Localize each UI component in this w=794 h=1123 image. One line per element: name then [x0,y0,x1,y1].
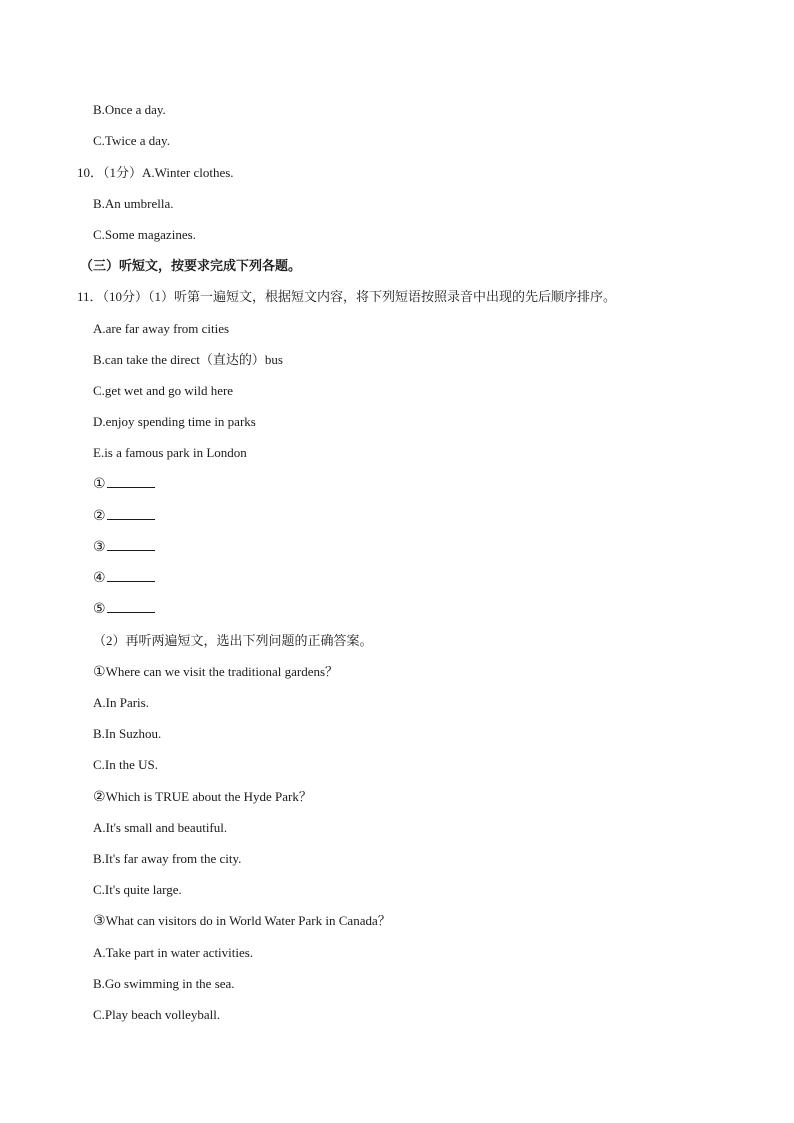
blank-marker: ③ [93,539,106,555]
sub-question-3 [93,913,391,929]
sq1-option-b: B.In Suzhou. [93,726,162,741]
sq1-option-a: A.In Paris. [93,695,149,710]
order-blank-5 [93,601,155,617]
question-text: Which is TRUE about the Hyde Park？ [105,789,312,804]
sq2-option-c: C.It's quite large. [93,882,182,897]
sq1-option-c: C.In the US. [93,757,158,772]
sq2-option-b: B.It's far away from the city. [93,851,242,866]
blank-marker: ④ [93,570,106,586]
answer-blank [107,476,155,488]
order-blank-2 [93,508,155,524]
sq2-option-a: A.It's small and beautiful. [93,820,228,835]
answer-blank [107,539,155,551]
order-blank-3 [93,539,155,555]
q9-option-c: C.Twice a day. [93,133,170,148]
q10-number: 10．（1分） [77,165,143,180]
phrase-b: B.can take the direct（直达的）bus [93,352,283,367]
sq3-option-b: B.Go swimming in the sea. [93,976,235,991]
q10-option-c: C.Some magazines. [93,227,196,242]
q11-line [77,289,616,305]
sq3-option-a: A.Take part in water activities. [93,945,254,960]
question-text: Where can we visit the traditional gardens？ [105,664,339,679]
q11-part2-instruction: （2）再听两遍短文，选出下列问题的正确答案。 [93,633,373,648]
sub-question-1 [93,664,338,680]
question-marker: ③ [93,913,106,929]
question-marker: ① [93,664,106,680]
blank-marker: ① [93,476,106,492]
question-text: What can visitors do in World Water Park in Canada？ [105,913,391,928]
sub-question-2 [93,789,312,805]
section-3-title: （三）听短文，按要求完成下列各题。 [80,258,302,273]
q10-line [77,165,234,181]
sq3-option-c: C.Play beach volleyball. [93,1007,221,1022]
q10-option-a: A.Winter clothes. [142,165,234,180]
answer-blank [107,570,155,582]
phrase-d: D.enjoy spending time in parks [93,414,256,429]
q11-number: 11．（10分） [77,289,149,304]
phrase-a: A.are far away from cities [93,321,230,336]
q9-option-b: B.Once a day. [93,102,166,117]
q11-part1-instruction: （1）听第一遍短文，根据短文内容，将下列短语按照录音中出现的先后顺序排序。 [148,289,617,304]
question-marker: ② [93,789,106,805]
answer-blank [107,601,155,613]
blank-marker: ② [93,508,106,524]
answer-blank [107,508,155,520]
q10-option-b: B.An umbrella. [93,196,174,211]
order-blank-4 [93,570,155,586]
phrase-e: E.is a famous park in London [93,445,247,460]
blank-marker: ⑤ [93,601,106,617]
phrase-c: C.get wet and go wild here [93,383,234,398]
order-blank-1 [93,476,155,492]
